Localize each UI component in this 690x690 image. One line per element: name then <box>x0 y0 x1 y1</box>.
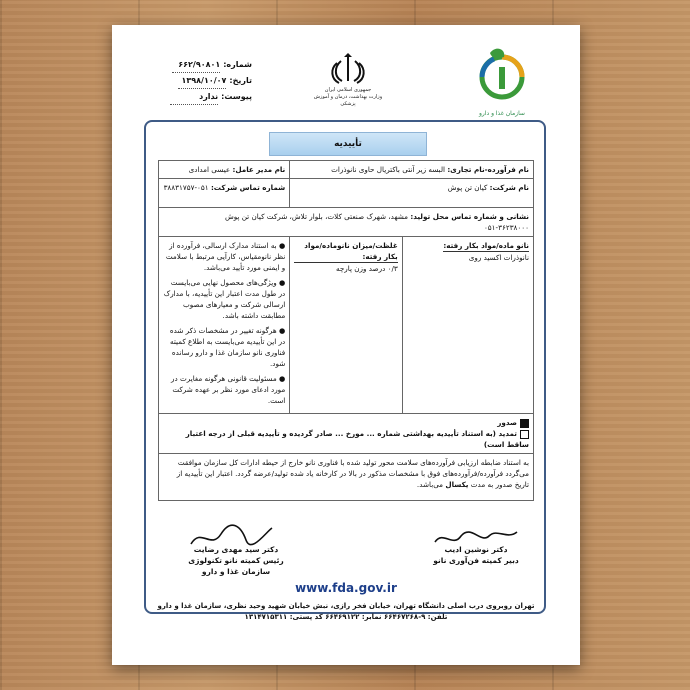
conditions-list <box>163 240 285 406</box>
emblem-line-2: وزارت بهداشت، درمان و آموزش پزشکی <box>313 94 383 107</box>
note-cell <box>159 454 534 501</box>
certificate-table <box>158 160 534 501</box>
material-type-cell <box>402 237 533 414</box>
address-cell <box>159 208 534 237</box>
company-cell <box>290 179 534 208</box>
fda-logo-icon <box>472 47 532 107</box>
note-end: می‌باشد. <box>416 480 444 489</box>
issue-label: صدور <box>497 418 517 427</box>
ceo-cell <box>159 161 290 179</box>
product-name-value: البسه زیر آنتی باکتریال حاوی نانوذرات <box>331 165 446 174</box>
renewal-label: تمدید (به استناد تأییدیه بهداشتی شماره ... مورخ ... صادر گردیده و تأییدیه قبلی از درجه اعتبار ساقط است) <box>185 429 529 449</box>
attachment-value: ندارد <box>170 89 218 105</box>
logo-caption: سازمان غذا و دارو <box>479 110 525 117</box>
left-signer-org: سازمان غذا و دارو <box>201 567 271 576</box>
website-link[interactable]: www.fda.gov.ir <box>295 581 397 595</box>
left-signer-title: رئیس کمیته نانو تکنولوژی <box>188 556 284 565</box>
renewal-checkbox <box>520 430 529 439</box>
footer-line-2: تلفن: ۹-۶۶۴۶۷۲۶۸ نمابر: ۶۶۴۶۹۱۲۲ کد پستی: ۱۳۱۴۷۱۵۳۱۱ <box>244 613 448 621</box>
material-conc-cell <box>290 237 403 414</box>
certificate-title: تأییدیه <box>269 132 427 156</box>
table-row <box>159 237 534 414</box>
ceo-label: نام مدیر عامل: <box>232 165 286 174</box>
footer-line-1: تهران روبروی درب اصلی دانشگاه تهران، خیابان فخر رازی، نبش خیابان شهید وحید نظری، سازمان غذا و دارو <box>157 602 535 610</box>
issue-cell <box>159 414 534 454</box>
product-name-label: نام فرآورده-نام تجاری: <box>447 165 529 174</box>
document-page <box>112 25 580 665</box>
number-label: شماره: <box>223 60 252 69</box>
right-signature-block <box>416 544 536 566</box>
material-conc-label: غلظت/میزان نانوماده/مواد بکار رفته: <box>294 240 398 263</box>
right-signer-title: دبیر کمیته فن‌آوری نانو <box>433 556 519 565</box>
company-value: کیان تن پوش <box>447 183 488 192</box>
phone-label: شماره تماس شرکت: <box>210 183 286 192</box>
date-value: ۱۳۹۸/۱۰/۰۷ <box>178 73 226 89</box>
date-label: تاریخ: <box>229 76 252 85</box>
table-row <box>159 414 534 454</box>
left-signature-block <box>176 544 296 577</box>
phone-value: ۰۵۱-۳۸۸۳۱۷۵۷ <box>163 183 209 192</box>
list-item: ● هرگونه تغییر در مشخصات ذکر شده در این تأییدیه می‌بایست به اطلاع کمیته فناوری نانو سازمان غذا و دارو رسانده شود. <box>169 326 286 368</box>
product-name-cell <box>290 161 534 179</box>
conditions-cell <box>159 237 290 414</box>
condition-1: به استناد مدارک ارسالی، فرآورده از نظر نانومقیاس، کارآیی مرتبط با سلامت و ایمنی مورد تأیید می‌باشد. <box>165 241 286 272</box>
list-item: ● به استناد مدارک ارسالی، فرآورده از نظر نانومقیاس، کارآیی مرتبط با سلامت و ایمنی مورد تأیید می‌باشد. <box>165 241 286 272</box>
condition-2: ویژگی‌های محصول نهایی می‌بایست در طول مدت اعتبار این تأییدیه، با مدارک ارسالی شرکت و معیارهای مصوب مطابقت داشته باشد. <box>163 278 286 320</box>
attachment-label: پیوست: <box>221 92 252 101</box>
table-row <box>159 454 534 501</box>
note-bold: یکسال <box>445 480 469 489</box>
list-item: ● ویژگی‌های محصول نهایی می‌بایست در طول مدت اعتبار این تأییدیه، با مدارک ارسالی شرکت و معیارهای مصوب مطابقت داشته باشد. <box>163 278 286 320</box>
reference-block <box>162 57 252 105</box>
material-type-label: نانو ماده/مواد بکار رفته: <box>443 241 529 250</box>
table-row <box>159 208 534 237</box>
material-conc-value: ۰/۳ درصد وزن پارچه <box>336 264 398 273</box>
material-type-value: نانوذرات اکسید روی <box>468 253 529 262</box>
emblem-line-1: جمهوری اسلامی ایران <box>324 87 372 93</box>
phone-cell <box>159 179 290 208</box>
company-label: نام شرکت: <box>489 183 529 192</box>
table-row <box>159 161 534 179</box>
address-label: نشانی و شماره تماس محل تولید: <box>410 212 529 221</box>
address-phone: ۰۵۱-۳۶۲۳۸۰۰۰ <box>483 223 529 232</box>
ceo-value: عیسی امدادی <box>188 165 231 174</box>
condition-4: مسئولیت قانونی هرگونه مغایرت در مورد ادعای مورد نظر بر عهده شرکت است. <box>171 374 286 405</box>
letter-header <box>112 25 580 125</box>
condition-3: هرگونه تغییر در مشخصات ذکر شده در این تأییدیه می‌بایست به اطلاع کمیته فناوری نانو سازمان غذا و دارو رسانده شود. <box>169 326 286 368</box>
ministry-caption <box>310 87 386 108</box>
issue-checkbox <box>520 419 529 428</box>
list-item: ● مسئولیت قانونی هرگونه مغایرت در مورد ادعای مورد نظر بر عهده شرکت است. <box>171 374 286 405</box>
table-row <box>159 179 534 208</box>
certificate-frame <box>144 120 546 614</box>
right-signer-name: دکتر نوشین ادیب <box>444 545 508 554</box>
footer-address <box>142 601 550 623</box>
left-signer-name: دکتر سید مهدی رضایت <box>193 545 279 554</box>
address-value: مشهد، شهرک صنعتی کلات، بلوار تلاش، شرکت کیان تن پوش <box>224 212 409 221</box>
number-value: ۶۶۲/۹۰۸۰۱ <box>172 57 220 73</box>
note-text: به استناد ضابطه ارزیابی فرآورده‌های سلامت محور تولید شده با فناوری نانو خارج از حیطه ادارات کل سازمان موافقت می‌گردد فرآورده/فرآورده‌های فوق با مشخصات مذکور در بالا در کارخانه یاد شده تولید/عرضه گردد. اعتبار این تأییدیه از تاریخ صدور به مدت <box>176 458 529 489</box>
